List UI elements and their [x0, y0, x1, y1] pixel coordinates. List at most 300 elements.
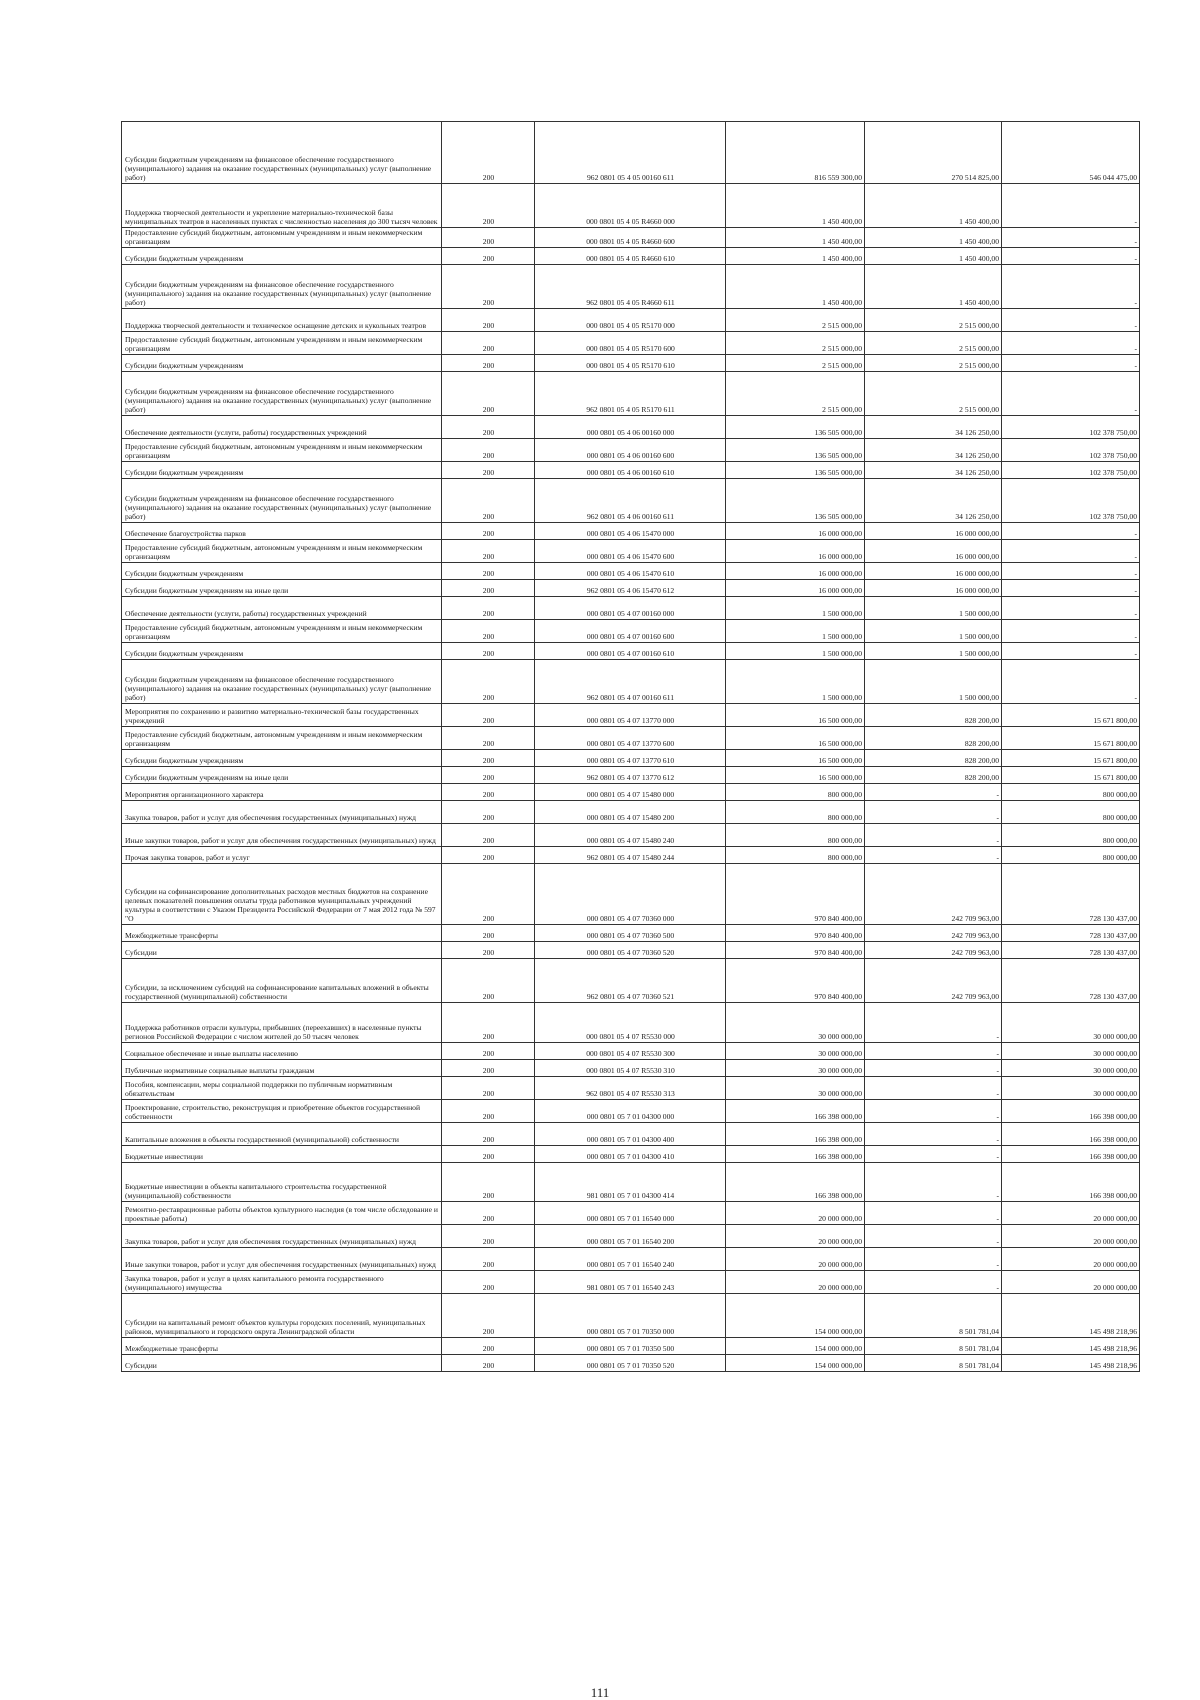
row-amount-cell: -: [1002, 355, 1140, 372]
row-amount-cell: 15 671 800,00: [1002, 704, 1140, 727]
table-row: [122, 959, 1140, 1003]
row-amount-cell: 145 498 218,96: [1002, 1355, 1140, 1372]
row-code-cell: 200: [442, 925, 535, 942]
row-amount-cell: 30 000 000,00: [1002, 1003, 1140, 1043]
row-amount-cell: -: [865, 847, 1002, 864]
row-name-cell: Субсидии бюджетным учреждениям на финансовое обеспечение государственного (муниципального) задания на оказание государственных (муниципальных) услуг (выполнение работ): [122, 265, 442, 309]
table-row: [122, 1225, 1140, 1248]
row-name-cell: Предоставление субсидий бюджетным, автономным учреждениям и иным некоммерческим организациям: [122, 540, 442, 563]
row-name-cell: Бюджетные инвестиции: [122, 1146, 442, 1163]
row-kbk-cell: 000 0801 05 7 01 16540 240: [535, 1248, 726, 1271]
row-name-cell: Иные закупки товаров, работ и услуг для обеспечения государственных (муниципальных) нужд: [122, 824, 442, 847]
row-amount-cell: 166 398 000,00: [1002, 1146, 1140, 1163]
row-code-cell: 200: [442, 1202, 535, 1225]
row-code-cell: 200: [442, 372, 535, 416]
table-row: [122, 462, 1140, 479]
row-amount-cell: 102 378 750,00: [1002, 462, 1140, 479]
row-amount-cell: 970 840 400,00: [726, 864, 865, 925]
table-row: [122, 1146, 1140, 1163]
page-number: 111: [590, 1685, 610, 1700]
row-name-cell: Субсидии бюджетным учреждениям: [122, 643, 442, 660]
row-amount-cell: 136 505 000,00: [726, 462, 865, 479]
table-row: [122, 439, 1140, 462]
row-kbk-cell: 962 0801 05 4 05 R5170 611: [535, 372, 726, 416]
row-kbk-cell: 962 0801 05 4 07 13770 612: [535, 767, 726, 784]
row-amount-cell: -: [865, 1043, 1002, 1060]
row-kbk-cell: 000 0801 05 4 07 70360 000: [535, 864, 726, 925]
budget-sheet: [121, 121, 1139, 1372]
row-amount-cell: 16 000 000,00: [726, 523, 865, 540]
row-code-cell: 200: [442, 959, 535, 1003]
row-amount-cell: 20 000 000,00: [1002, 1202, 1140, 1225]
row-amount-cell: 30 000 000,00: [726, 1060, 865, 1077]
row-kbk-cell: 000 0801 05 4 06 15470 600: [535, 540, 726, 563]
row-name-cell: Поддержка работников отрасли культуры, прибывших (переехавших) в населенные пункты регионов Российской Федерации с числом жителей до 50 тысяч человек: [122, 1003, 442, 1043]
table-row: [122, 122, 1140, 184]
row-kbk-cell: 962 0801 05 4 05 00160 611: [535, 122, 726, 184]
row-code-cell: 200: [442, 540, 535, 563]
row-amount-cell: 16 000 000,00: [726, 540, 865, 563]
table-row: [122, 824, 1140, 847]
row-amount-cell: 1 500 000,00: [865, 660, 1002, 704]
row-amount-cell: 828 200,00: [865, 767, 1002, 784]
row-amount-cell: 16 000 000,00: [726, 563, 865, 580]
row-code-cell: 200: [442, 1163, 535, 1202]
row-amount-cell: 166 398 000,00: [1002, 1100, 1140, 1123]
row-kbk-cell: 000 0801 05 4 05 R4660 000: [535, 184, 726, 228]
row-kbk-cell: 962 0801 05 4 06 15470 612: [535, 580, 726, 597]
row-amount-cell: 30 000 000,00: [1002, 1060, 1140, 1077]
row-amount-cell: 16 000 000,00: [726, 580, 865, 597]
table-row: [122, 925, 1140, 942]
row-kbk-cell: 000 0801 05 4 06 15470 000: [535, 523, 726, 540]
row-name-cell: Поддержка творческой деятельности и техническое оснащение детских и кукольных театров: [122, 309, 442, 332]
row-kbk-cell: 000 0801 05 4 05 R5170 610: [535, 355, 726, 372]
row-amount-cell: 2 515 000,00: [865, 355, 1002, 372]
row-amount-cell: 8 501 781,04: [865, 1338, 1002, 1355]
row-amount-cell: 16 500 000,00: [726, 750, 865, 767]
row-amount-cell: 2 515 000,00: [726, 309, 865, 332]
row-kbk-cell: 000 0801 05 4 06 00160 600: [535, 439, 726, 462]
row-amount-cell: -: [1002, 620, 1140, 643]
row-amount-cell: -: [1002, 248, 1140, 265]
row-amount-cell: 34 126 250,00: [865, 462, 1002, 479]
row-amount-cell: 1 450 400,00: [726, 228, 865, 248]
row-amount-cell: 34 126 250,00: [865, 416, 1002, 439]
row-code-cell: 200: [442, 1043, 535, 1060]
row-amount-cell: 30 000 000,00: [1002, 1043, 1140, 1060]
row-code-cell: 200: [442, 750, 535, 767]
row-kbk-cell: 962 0801 05 4 07 00160 611: [535, 660, 726, 704]
row-amount-cell: 970 840 400,00: [726, 925, 865, 942]
row-amount-cell: 16 000 000,00: [865, 540, 1002, 563]
row-amount-cell: -: [1002, 372, 1140, 416]
row-amount-cell: 1 500 000,00: [726, 597, 865, 620]
row-code-cell: 200: [442, 942, 535, 959]
row-amount-cell: 1 450 400,00: [726, 248, 865, 265]
row-code-cell: 200: [442, 265, 535, 309]
row-amount-cell: 102 378 750,00: [1002, 416, 1140, 439]
row-amount-cell: -: [865, 784, 1002, 801]
row-code-cell: 200: [442, 122, 535, 184]
row-code-cell: 200: [442, 416, 535, 439]
row-amount-cell: 728 130 437,00: [1002, 959, 1140, 1003]
row-amount-cell: 145 498 218,96: [1002, 1294, 1140, 1338]
row-amount-cell: 166 398 000,00: [726, 1146, 865, 1163]
row-amount-cell: -: [1002, 540, 1140, 563]
row-amount-cell: 2 515 000,00: [726, 355, 865, 372]
table-row: [122, 1100, 1140, 1123]
row-name-cell: Субсидии бюджетным учреждениям на иные цели: [122, 580, 442, 597]
row-code-cell: 200: [442, 1146, 535, 1163]
row-code-cell: 200: [442, 864, 535, 925]
row-kbk-cell: 000 0801 05 4 07 70360 520: [535, 942, 726, 959]
row-amount-cell: -: [1002, 523, 1140, 540]
row-name-cell: Закупка товаров, работ и услуг в целях капитального ремонта государственного (муниципального) имущества: [122, 1271, 442, 1294]
row-name-cell: Предоставление субсидий бюджетным, автономным учреждениям и иным некоммерческим организациям: [122, 439, 442, 462]
table-row: [122, 1355, 1140, 1372]
row-amount-cell: 15 671 800,00: [1002, 750, 1140, 767]
row-kbk-cell: 000 0801 05 7 01 70350 520: [535, 1355, 726, 1372]
table-row: [122, 265, 1140, 309]
row-kbk-cell: 000 0801 05 4 06 00160 610: [535, 462, 726, 479]
row-code-cell: 200: [442, 767, 535, 784]
row-amount-cell: -: [1002, 643, 1140, 660]
row-name-cell: Закупка товаров, работ и услуг для обеспечения государственных (муниципальных) нужд: [122, 801, 442, 824]
row-kbk-cell: 000 0801 05 4 07 R5530 000: [535, 1003, 726, 1043]
row-name-cell: Проектирование, строительство, реконструкция и приобретение объектов государственной собственности: [122, 1100, 442, 1123]
row-amount-cell: -: [1002, 265, 1140, 309]
table-row: [122, 355, 1140, 372]
row-name-cell: Субсидии: [122, 942, 442, 959]
table-row: [122, 942, 1140, 959]
row-amount-cell: 154 000 000,00: [726, 1294, 865, 1338]
row-code-cell: 200: [442, 1355, 535, 1372]
row-name-cell: Субсидии бюджетным учреждениям: [122, 248, 442, 265]
row-name-cell: Обеспечение деятельности (услуги, работы) государственных учреждений: [122, 416, 442, 439]
row-amount-cell: 728 130 437,00: [1002, 925, 1140, 942]
row-amount-cell: 2 515 000,00: [726, 332, 865, 355]
row-name-cell: Субсидии, за исключением субсидий на софинансирование капитальных вложений в объекты государственной (муниципальной) собственности: [122, 959, 442, 1003]
row-amount-cell: -: [865, 1060, 1002, 1077]
row-name-cell: Субсидии бюджетным учреждениям: [122, 462, 442, 479]
table-row: [122, 1077, 1140, 1100]
row-code-cell: 200: [442, 1294, 535, 1338]
row-code-cell: 200: [442, 847, 535, 864]
row-name-cell: Межбюджетные трансферты: [122, 925, 442, 942]
row-amount-cell: 16 000 000,00: [865, 580, 1002, 597]
row-amount-cell: -: [865, 1225, 1002, 1248]
row-code-cell: 200: [442, 801, 535, 824]
row-amount-cell: 1 450 400,00: [865, 184, 1002, 228]
row-amount-cell: 20 000 000,00: [726, 1202, 865, 1225]
row-kbk-cell: 000 0801 05 7 01 04300 000: [535, 1100, 726, 1123]
row-code-cell: 200: [442, 597, 535, 620]
row-kbk-cell: 000 0801 05 4 06 15470 610: [535, 563, 726, 580]
row-amount-cell: 15 671 800,00: [1002, 767, 1140, 784]
row-amount-cell: 2 515 000,00: [726, 372, 865, 416]
row-name-cell: Социальное обеспечение и иные выплаты населению: [122, 1043, 442, 1060]
row-amount-cell: 136 505 000,00: [726, 439, 865, 462]
table-row: [122, 1202, 1140, 1225]
row-name-cell: Обеспечение благоустройства парков: [122, 523, 442, 540]
row-code-cell: 200: [442, 1338, 535, 1355]
table-row: [122, 1060, 1140, 1077]
row-amount-cell: 800 000,00: [726, 801, 865, 824]
row-name-cell: Субсидии бюджетным учреждениям: [122, 355, 442, 372]
row-code-cell: 200: [442, 523, 535, 540]
row-name-cell: Ремонтно-реставрационные работы объектов культурного наследия (в том числе обследование и проектные работы): [122, 1202, 442, 1225]
row-amount-cell: 1 450 400,00: [726, 265, 865, 309]
row-amount-cell: 16 500 000,00: [726, 704, 865, 727]
row-kbk-cell: 962 0801 05 4 07 70360 521: [535, 959, 726, 1003]
row-amount-cell: -: [1002, 184, 1140, 228]
row-amount-cell: 2 515 000,00: [865, 332, 1002, 355]
row-amount-cell: -: [1002, 660, 1140, 704]
row-amount-cell: 816 559 300,00: [726, 122, 865, 184]
table-row: [122, 540, 1140, 563]
row-amount-cell: 16 500 000,00: [726, 767, 865, 784]
table-row: [122, 563, 1140, 580]
row-kbk-cell: 000 0801 05 7 01 16540 000: [535, 1202, 726, 1225]
row-amount-cell: 728 130 437,00: [1002, 942, 1140, 959]
row-amount-cell: 30 000 000,00: [1002, 1077, 1140, 1100]
table-row: [122, 620, 1140, 643]
row-amount-cell: 1 450 400,00: [726, 184, 865, 228]
row-amount-cell: 1 500 000,00: [726, 660, 865, 704]
row-name-cell: Публичные нормативные социальные выплаты гражданам: [122, 1060, 442, 1077]
row-amount-cell: -: [865, 1202, 1002, 1225]
row-amount-cell: 1 500 000,00: [726, 620, 865, 643]
table-row: [122, 479, 1140, 523]
row-code-cell: 200: [442, 660, 535, 704]
row-amount-cell: -: [1002, 563, 1140, 580]
row-amount-cell: 1 500 000,00: [865, 620, 1002, 643]
table-row: [122, 523, 1140, 540]
row-amount-cell: -: [865, 1123, 1002, 1146]
row-kbk-cell: 981 0801 05 7 01 04300 414: [535, 1163, 726, 1202]
row-amount-cell: 34 126 250,00: [865, 479, 1002, 523]
row-amount-cell: 2 515 000,00: [865, 309, 1002, 332]
row-code-cell: 200: [442, 479, 535, 523]
row-amount-cell: -: [1002, 332, 1140, 355]
row-amount-cell: -: [865, 1003, 1002, 1043]
row-code-cell: 200: [442, 563, 535, 580]
row-kbk-cell: 962 0801 05 4 07 15480 244: [535, 847, 726, 864]
row-name-cell: Обеспечение деятельности (услуги, работы) государственных учреждений: [122, 597, 442, 620]
row-amount-cell: 1 450 400,00: [865, 265, 1002, 309]
row-code-cell: 200: [442, 1248, 535, 1271]
row-amount-cell: 20 000 000,00: [1002, 1225, 1140, 1248]
row-amount-cell: 20 000 000,00: [1002, 1248, 1140, 1271]
table-row: [122, 597, 1140, 620]
row-kbk-cell: 000 0801 05 4 07 00160 000: [535, 597, 726, 620]
row-code-cell: 200: [442, 1077, 535, 1100]
row-amount-cell: 16 000 000,00: [865, 523, 1002, 540]
row-amount-cell: 166 398 000,00: [726, 1123, 865, 1146]
table-body: [122, 122, 1140, 1372]
row-kbk-cell: 981 0801 05 7 01 16540 243: [535, 1271, 726, 1294]
row-amount-cell: 242 709 963,00: [865, 959, 1002, 1003]
budget-execution-table: [121, 121, 1140, 1372]
table-row: [122, 1043, 1140, 1060]
row-kbk-cell: 000 0801 05 4 07 15480 000: [535, 784, 726, 801]
row-kbk-cell: 000 0801 05 4 05 R5170 000: [535, 309, 726, 332]
row-amount-cell: 30 000 000,00: [726, 1043, 865, 1060]
row-amount-cell: 242 709 963,00: [865, 942, 1002, 959]
row-kbk-cell: 000 0801 05 4 07 R5530 300: [535, 1043, 726, 1060]
row-name-cell: Мероприятия по сохранению и развитию материально-технической базы государственных учреждений: [122, 704, 442, 727]
row-amount-cell: 242 709 963,00: [865, 925, 1002, 942]
row-amount-cell: 20 000 000,00: [726, 1271, 865, 1294]
table-row: [122, 643, 1140, 660]
row-amount-cell: 1 450 400,00: [865, 248, 1002, 265]
table-row: [122, 864, 1140, 925]
row-code-cell: 200: [442, 1123, 535, 1146]
row-code-cell: 200: [442, 643, 535, 660]
row-amount-cell: 154 000 000,00: [726, 1338, 865, 1355]
row-code-cell: 200: [442, 355, 535, 372]
row-name-cell: Предоставление субсидий бюджетным, автономным учреждениям и иным некоммерческим организациям: [122, 620, 442, 643]
table-row: [122, 309, 1140, 332]
row-amount-cell: 8 501 781,04: [865, 1294, 1002, 1338]
row-kbk-cell: 000 0801 05 7 01 04300 400: [535, 1123, 726, 1146]
row-amount-cell: 145 498 218,96: [1002, 1338, 1140, 1355]
row-code-cell: 200: [442, 439, 535, 462]
row-amount-cell: 1 500 000,00: [865, 597, 1002, 620]
row-name-cell: Субсидии на капитальный ремонт объектов культуры городских поселений, муниципальных районов, муниципального и городского округа Ленинградской области: [122, 1294, 442, 1338]
row-amount-cell: 30 000 000,00: [726, 1077, 865, 1100]
row-name-cell: Предоставление субсидий бюджетным, автономным учреждениям и иным некоммерческим организациям: [122, 332, 442, 355]
row-amount-cell: 2 515 000,00: [865, 372, 1002, 416]
row-code-cell: 200: [442, 184, 535, 228]
row-amount-cell: 828 200,00: [865, 727, 1002, 750]
row-amount-cell: 102 378 750,00: [1002, 479, 1140, 523]
row-code-cell: 200: [442, 309, 535, 332]
row-code-cell: 200: [442, 332, 535, 355]
row-name-cell: Субсидии бюджетным учреждениям на финансовое обеспечение государственного (муниципального) задания на оказание государственных (муниципальных) услуг (выполнение работ): [122, 479, 442, 523]
row-amount-cell: 166 398 000,00: [1002, 1123, 1140, 1146]
row-amount-cell: 1 450 400,00: [865, 228, 1002, 248]
row-kbk-cell: 000 0801 05 4 07 15480 200: [535, 801, 726, 824]
row-amount-cell: -: [865, 1146, 1002, 1163]
table-row: [122, 660, 1140, 704]
table-row: [122, 184, 1140, 228]
row-code-cell: 200: [442, 620, 535, 643]
row-name-cell: Межбюджетные трансферты: [122, 1338, 442, 1355]
row-kbk-cell: 000 0801 05 7 01 70350 000: [535, 1294, 726, 1338]
table-row: [122, 1338, 1140, 1355]
row-amount-cell: 8 501 781,04: [865, 1355, 1002, 1372]
row-kbk-cell: 962 0801 05 4 06 00160 611: [535, 479, 726, 523]
row-amount-cell: 800 000,00: [726, 824, 865, 847]
row-kbk-cell: 000 0801 05 4 07 13770 600: [535, 727, 726, 750]
row-amount-cell: 34 126 250,00: [865, 439, 1002, 462]
row-amount-cell: -: [865, 1248, 1002, 1271]
row-amount-cell: 166 398 000,00: [726, 1163, 865, 1202]
row-kbk-cell: 000 0801 05 7 01 70350 500: [535, 1338, 726, 1355]
row-amount-cell: 15 671 800,00: [1002, 727, 1140, 750]
row-amount-cell: 800 000,00: [1002, 847, 1140, 864]
row-amount-cell: -: [1002, 580, 1140, 597]
table-row: [122, 704, 1140, 727]
row-amount-cell: 800 000,00: [1002, 801, 1140, 824]
row-amount-cell: 828 200,00: [865, 750, 1002, 767]
row-code-cell: 200: [442, 580, 535, 597]
row-amount-cell: 800 000,00: [726, 847, 865, 864]
row-amount-cell: 800 000,00: [1002, 824, 1140, 847]
row-name-cell: Пособия, компенсации, меры социальной поддержки по публичным нормативным обязательствам: [122, 1077, 442, 1100]
row-amount-cell: 136 505 000,00: [726, 416, 865, 439]
row-amount-cell: -: [865, 801, 1002, 824]
row-amount-cell: 166 398 000,00: [726, 1100, 865, 1123]
row-kbk-cell: 962 0801 05 4 07 R5530 313: [535, 1077, 726, 1100]
row-kbk-cell: 000 0801 05 4 06 00160 000: [535, 416, 726, 439]
table-row: [122, 248, 1140, 265]
row-code-cell: 200: [442, 1271, 535, 1294]
row-kbk-cell: 000 0801 05 4 07 15480 240: [535, 824, 726, 847]
row-amount-cell: -: [865, 1163, 1002, 1202]
row-amount-cell: 1 500 000,00: [726, 643, 865, 660]
table-row: [122, 801, 1140, 824]
row-kbk-cell: 000 0801 05 4 07 13770 000: [535, 704, 726, 727]
row-amount-cell: 828 200,00: [865, 704, 1002, 727]
table-row: [122, 1248, 1140, 1271]
row-amount-cell: 1 500 000,00: [865, 643, 1002, 660]
table-row: [122, 1163, 1140, 1202]
row-amount-cell: 270 514 825,00: [865, 122, 1002, 184]
row-amount-cell: -: [865, 824, 1002, 847]
row-amount-cell: 136 505 000,00: [726, 479, 865, 523]
row-name-cell: Капитальные вложения в объекты государственной (муниципальной) собственности: [122, 1123, 442, 1146]
row-code-cell: 200: [442, 727, 535, 750]
table-row: [122, 1271, 1140, 1294]
row-name-cell: Субсидии бюджетным учреждениям: [122, 750, 442, 767]
row-amount-cell: 970 840 400,00: [726, 942, 865, 959]
row-name-cell: Субсидии бюджетным учреждениям: [122, 563, 442, 580]
table-row: [122, 580, 1140, 597]
row-code-cell: 200: [442, 824, 535, 847]
row-amount-cell: 20 000 000,00: [726, 1248, 865, 1271]
row-code-cell: 200: [442, 1100, 535, 1123]
row-code-cell: 200: [442, 1060, 535, 1077]
row-amount-cell: 20 000 000,00: [726, 1225, 865, 1248]
row-kbk-cell: 000 0801 05 4 05 R5170 600: [535, 332, 726, 355]
row-name-cell: Субсидии бюджетным учреждениям на финансовое обеспечение государственного (муниципального) задания на оказание государственных (муниципальных) услуг (выполнение работ): [122, 372, 442, 416]
row-name-cell: Предоставление субсидий бюджетным, автономным учреждениям и иным некоммерческим организациям: [122, 727, 442, 750]
row-name-cell: Субсидии бюджетным учреждениям на финансовое обеспечение государственного (муниципального) задания на оказание государственных (муниципальных) услуг (выполнение работ): [122, 122, 442, 184]
row-amount-cell: 20 000 000,00: [1002, 1271, 1140, 1294]
row-amount-cell: -: [1002, 597, 1140, 620]
table-row: [122, 372, 1140, 416]
row-code-cell: 200: [442, 462, 535, 479]
row-code-cell: 200: [442, 228, 535, 248]
row-kbk-cell: 000 0801 05 4 05 R4660 600: [535, 228, 726, 248]
row-amount-cell: -: [1002, 228, 1140, 248]
row-name-cell: Субсидии: [122, 1355, 442, 1372]
table-row: [122, 1123, 1140, 1146]
row-kbk-cell: 000 0801 05 4 07 00160 600: [535, 620, 726, 643]
row-amount-cell: 800 000,00: [726, 784, 865, 801]
row-amount-cell: 728 130 437,00: [1002, 864, 1140, 925]
row-amount-cell: -: [1002, 309, 1140, 332]
row-code-cell: 200: [442, 1225, 535, 1248]
row-name-cell: Предоставление субсидий бюджетным, автономным учреждениям и иным некоммерческим организациям: [122, 228, 442, 248]
row-code-cell: 200: [442, 248, 535, 265]
row-amount-cell: 30 000 000,00: [726, 1003, 865, 1043]
row-amount-cell: 166 398 000,00: [1002, 1163, 1140, 1202]
row-amount-cell: -: [865, 1100, 1002, 1123]
